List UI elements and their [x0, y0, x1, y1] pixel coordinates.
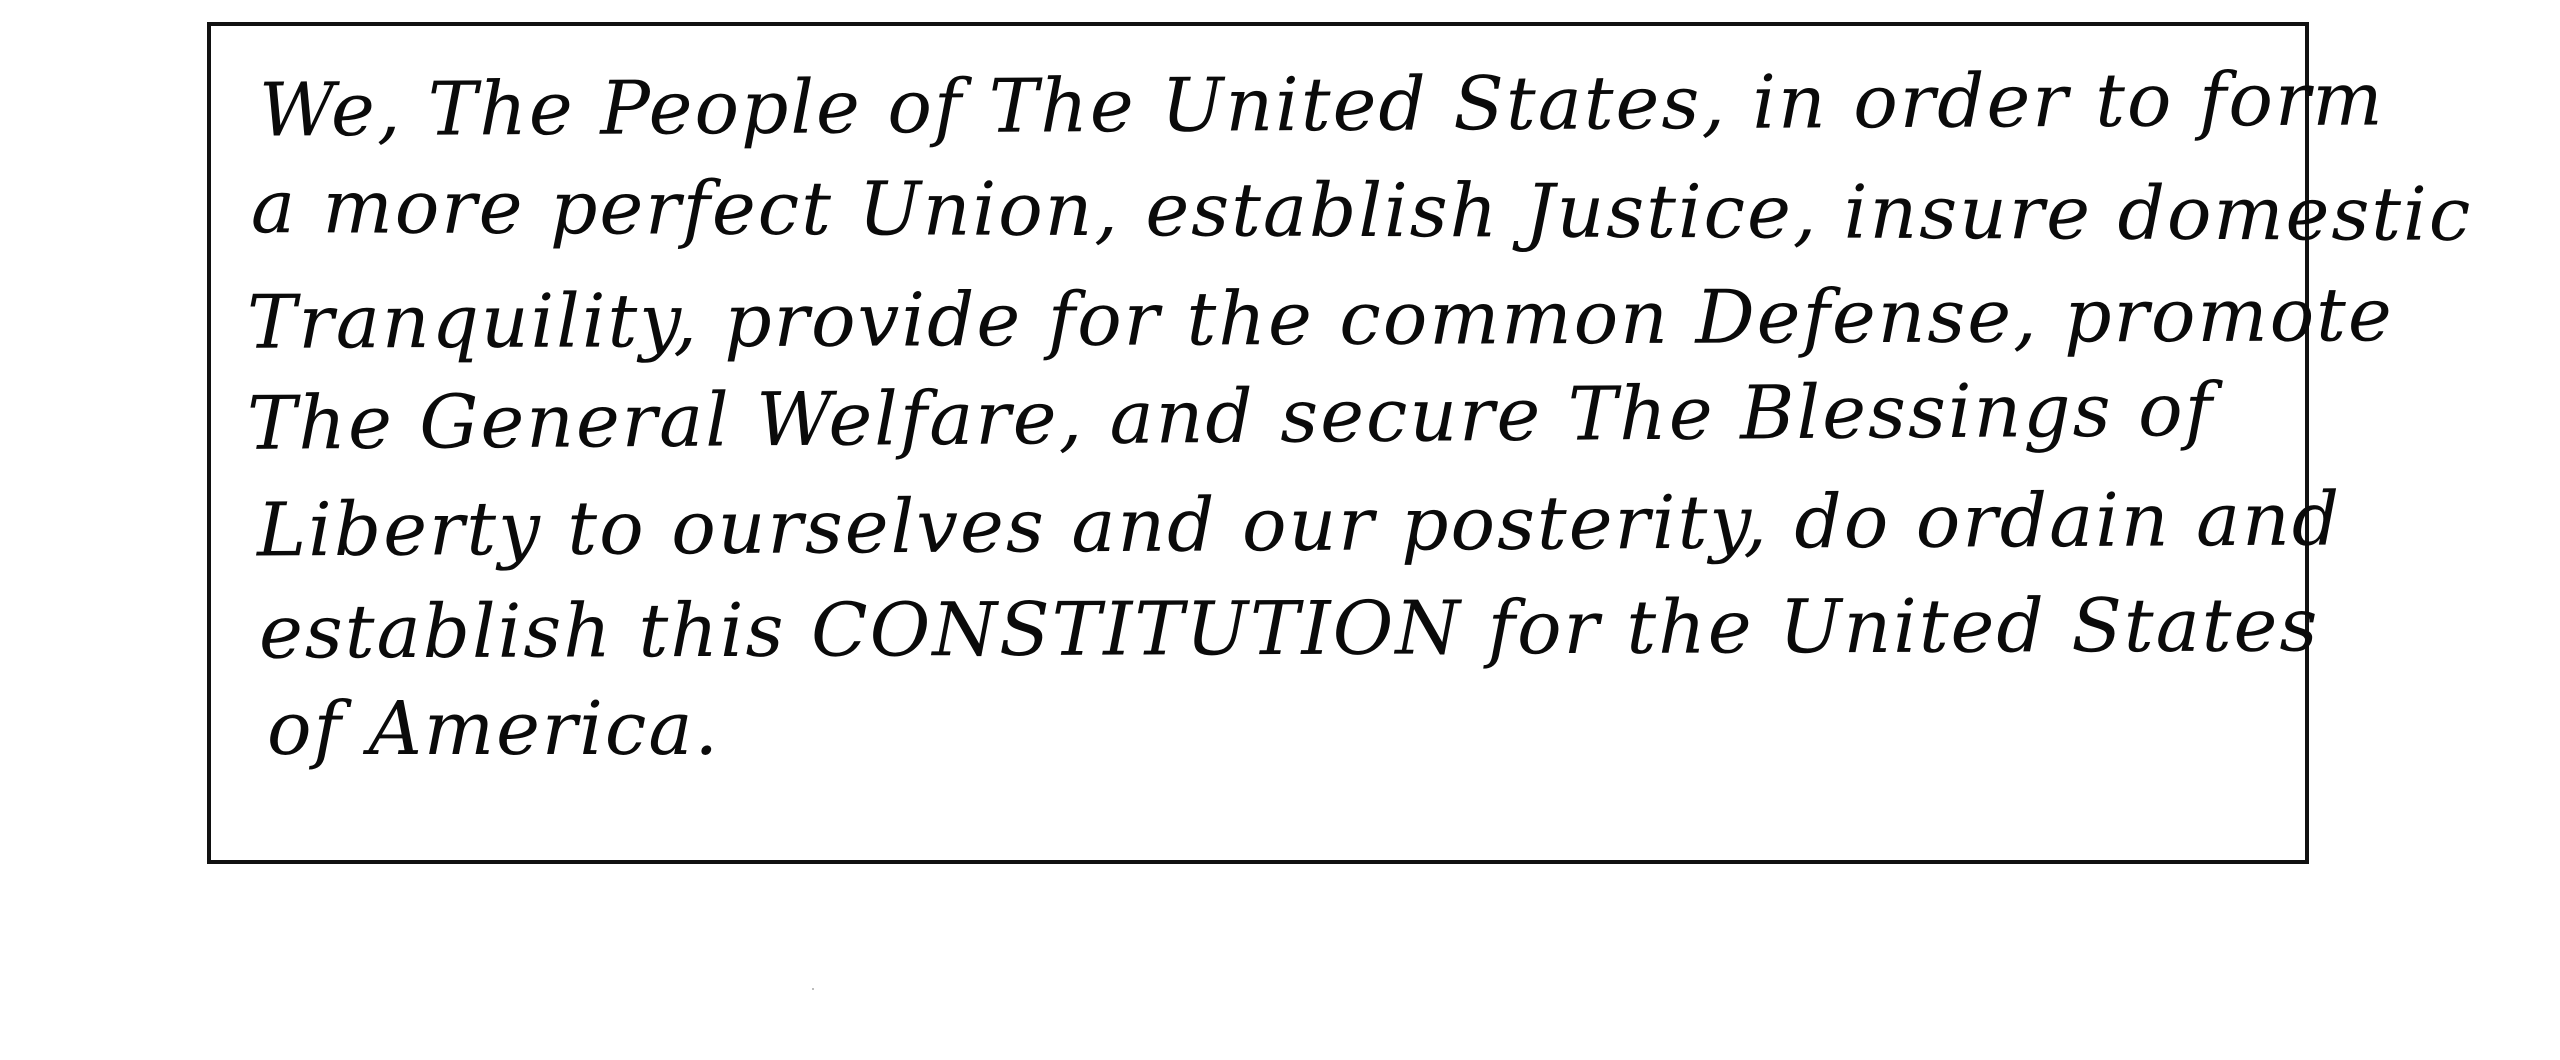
handwritten-line-3: Tranquility, provide for the common Defense, promote: [246, 272, 2394, 366]
handwritten-line-4: The General Welfare, and secure The Blessings of: [246, 367, 2215, 467]
handwritten-line-7: of America.: [267, 686, 720, 772]
handwritten-line-1: We, The People of The United States, in order to form: [258, 56, 2385, 154]
handwritten-line-5: Liberty to ourselves and our posterity, do ordain and: [256, 476, 2342, 574]
scan-speck: [812, 988, 814, 990]
handwritten-line-2: a more perfect Union, establish Justice, insure domestic: [250, 164, 2473, 258]
handwritten-line-6: establish this CONSTITUTION for the United States: [258, 582, 2320, 676]
handwriting-box: [207, 22, 2473, 864]
